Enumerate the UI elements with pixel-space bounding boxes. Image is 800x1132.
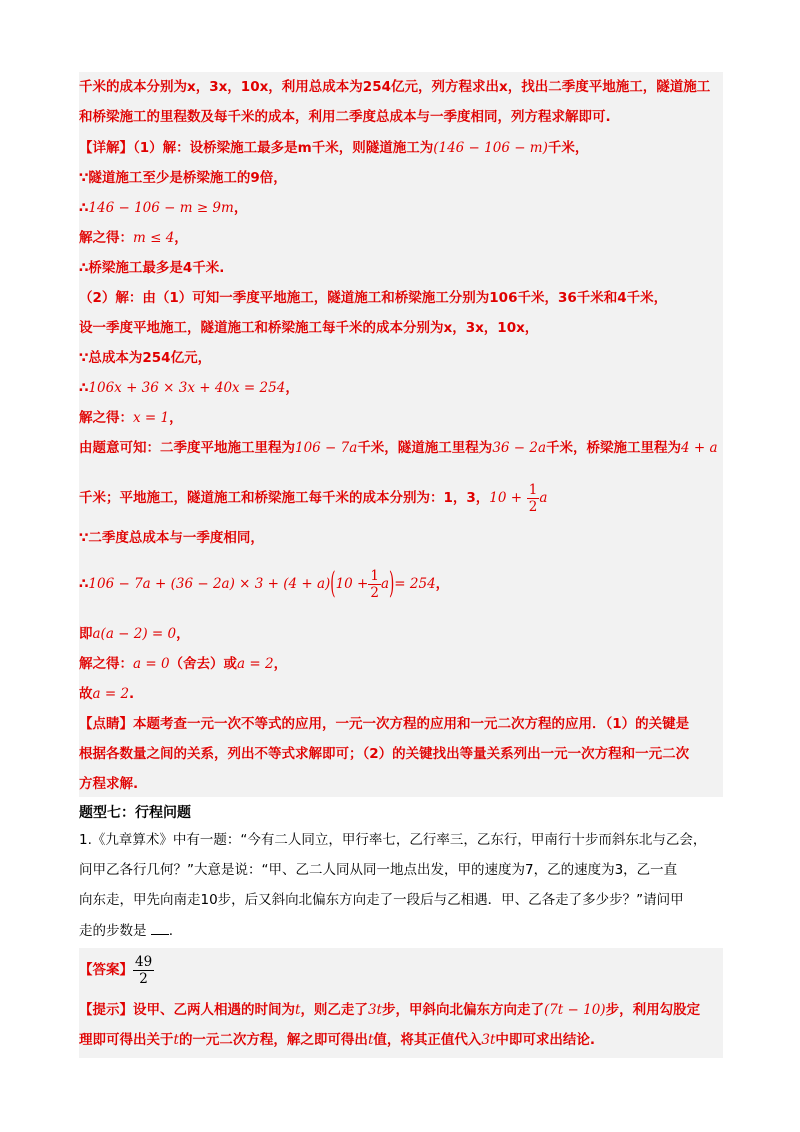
math-expression: 106 − 7a + (36 − 2a) × 3 + (4 + a): [88, 576, 331, 592]
detail-line-6: （2）解：由（1）可知一季度平地施工，隧道施工和桥梁施工分别为106千米，36千米和4千米，: [79, 290, 668, 306]
math-expression: (146 − 106 − m): [433, 140, 548, 156]
math-expression: t: [295, 1002, 301, 1018]
detail-line-7: 设一季度平地施工，隧道施工和桥梁施工每千米的成本分别为x，3x，10x，: [79, 320, 539, 336]
math-expression: a: [539, 490, 548, 506]
detail-line-12: 千米；平地施工，隧道施工和桥梁施工每千米的成本分别为：1，3，10 + $\frac{1}{2}$ a: [79, 481, 548, 515]
answer-blank: [151, 920, 169, 935]
math-expression: x = 1: [133, 410, 170, 426]
math-expression: 10 +: [489, 490, 523, 506]
detail-line-14: ∴106 − 7a + (36 − 2a) × 3 + (4 + a)(10 + $\frac{1}{2}$ a)= 254，: [79, 562, 449, 606]
analysis-line-2: 和桥梁施工的里程数及每千米的成本，利用二季度总成本与一季度相同，列方程求解即可.: [79, 109, 611, 125]
fraction: $\frac{1}{2}$: [528, 481, 538, 515]
detail-line-13: ∵二季度总成本与一季度相同，: [79, 530, 264, 546]
math-expression: a: [380, 576, 390, 592]
comment-line-2: 根据各数量之间的关系，列出不等式求解即可；（2）的关键找出等量关系列出一元一次方程和一元二次: [79, 746, 690, 762]
detail-line-17: 故a = 2.: [79, 686, 135, 702]
analysis-line-1: 千米的成本分别为x，3x，10x，利用总成本为254亿元，列方程求出x，找出二季度平地施工，隧道施工: [79, 79, 711, 95]
math-expression: 10 +: [335, 576, 369, 592]
answer-line: [79, 950, 154, 990]
math-expression: a = 2: [92, 686, 130, 702]
math-expression: 3t: [481, 1032, 496, 1048]
answer-tag: 【答案】: [79, 962, 133, 978]
detail-line-10: 解之得：x = 1，: [79, 410, 183, 426]
hint-line-2: 理即可得出关于t的一元二次方程，解之即可得出t值，将其正值代入3t中即可求出结论.: [79, 1032, 596, 1048]
right-paren: ): [389, 566, 395, 602]
detail-line-2: ∵隧道施工至少是桥梁施工的9倍，: [79, 170, 287, 186]
math-expression: 36 − 2a: [492, 440, 547, 456]
detail-line-3: ∴146 − 106 − m ≥ 9m，: [79, 200, 248, 216]
detail-tag: 【详解】: [79, 140, 133, 156]
math-expression: m ≤ 4: [133, 230, 175, 246]
math-expression: t: [173, 1032, 179, 1048]
math-expression: a = 2: [237, 656, 274, 672]
comment-line-3: 方程求解.: [79, 776, 139, 792]
detail-line-15: 即a(a − 2) = 0，: [79, 626, 190, 642]
comment-line-1: 【点睛】本题考查一元一次不等式的应用，一元一次方程的应用和一元二次方程的应用．（1）的关键是: [79, 716, 690, 732]
math-expression: a(a − 2) = 0: [92, 626, 177, 642]
detail-line-5: ∴桥梁施工最多是4千米.: [79, 260, 225, 276]
math-expression: = 254: [394, 576, 436, 592]
math-expression: 106x + 36 × 3x + 40x = 254: [88, 380, 286, 396]
question-line-4: 走的步数是 .: [79, 920, 173, 941]
math-expression: a = 0: [133, 656, 170, 672]
question-line-3: 向东走，甲先向南走10步，后又斜向北偏东方向走了一段后与乙相遇．甲、乙各走了多少步？”请问甲: [79, 892, 684, 908]
detail-line-8: ∵总成本为254亿元，: [79, 350, 212, 366]
detail-line-9: ∴106x + 36 × 3x + 40x = 254，: [79, 380, 299, 396]
math-expression: 146 − 106 − m ≥ 9m: [88, 200, 234, 216]
detail-line-1: 【详解】（1）解：设桥梁施工最多是m千米，则隧道施工为(146 − 106 − m)千米，: [79, 140, 589, 156]
fraction: $\frac{1}{2}$: [370, 567, 379, 601]
question-line-2: 问甲乙各行几何？”大意是说：“甲、乙二人同从同一地点出发，甲的速度为7，乙的速度为3，乙一直: [79, 862, 678, 878]
math-expression: (7t − 10): [543, 1002, 606, 1018]
detail-line-11: 由题意可知：二季度平地施工里程为106 − 7a千米，隧道施工里程为36 − 2a千米，桥梁施工里程为4 + a: [79, 440, 718, 456]
math-expression: 4 + a: [681, 440, 718, 456]
math-expression: t: [367, 1032, 374, 1048]
math-expression: 106 − 7a: [295, 440, 358, 456]
question-line-1: 1.《九章算术》中有一题：“今有二人同立，甲行率七，乙行率三，乙东行，甲南行十步而斜东北与乙会，: [79, 832, 707, 848]
hint-line-1: 【提示】设甲、乙两人相遇的时间为t，则乙走了3t步，甲斜向北偏东方向走了(7t − 10)步，利用勾股定: [79, 1002, 701, 1018]
math-expression: 3t: [367, 1002, 382, 1018]
detail-line-16: 解之得：a = 0（舍去）或a = 2，: [79, 656, 288, 672]
left-paren: (: [330, 566, 336, 602]
answer-fraction: $\frac{49}{2}$: [135, 953, 153, 987]
detail-line-4: 解之得：m ≤ 4，: [79, 230, 188, 246]
section-heading: 题型七：行程问题: [79, 805, 191, 821]
